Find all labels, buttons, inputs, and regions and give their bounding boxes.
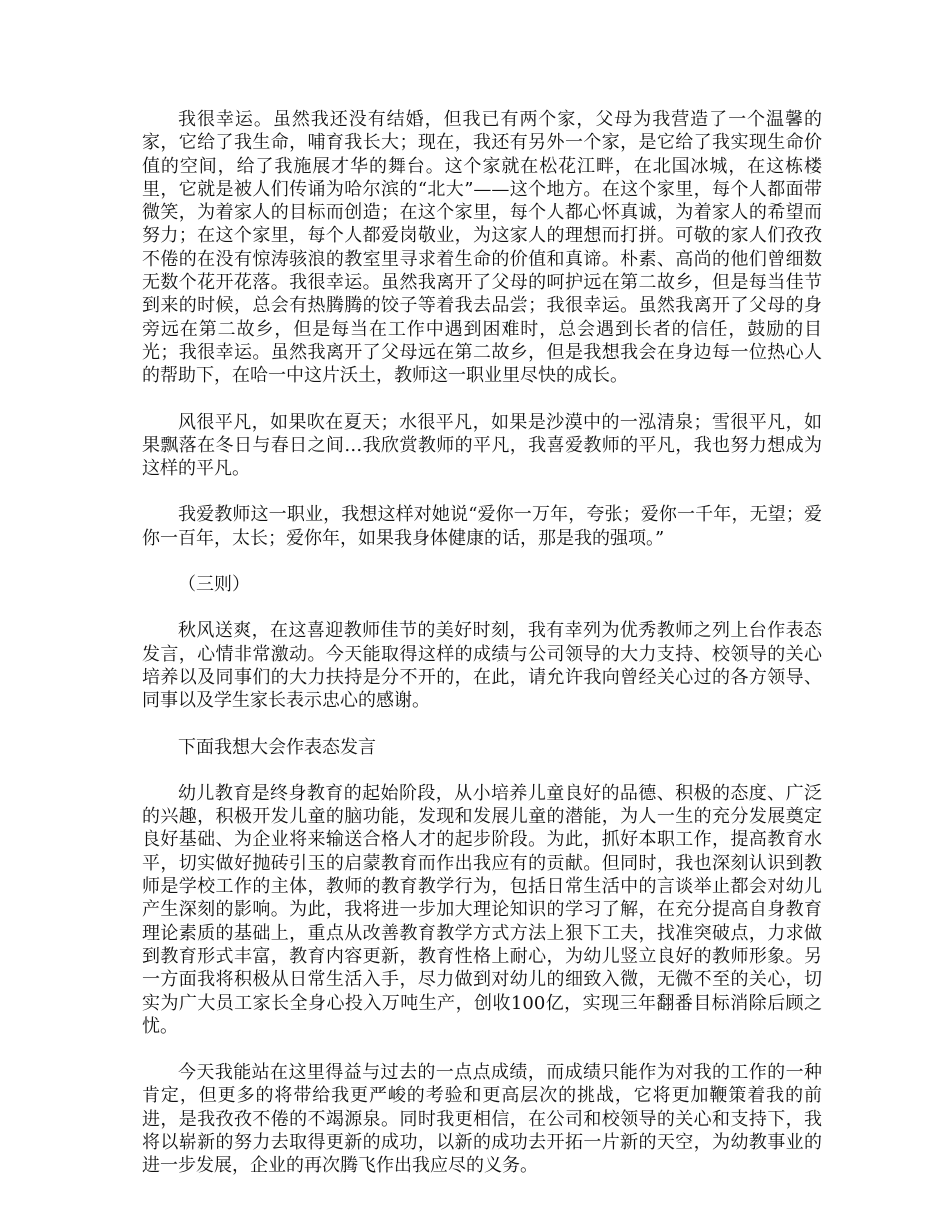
paragraph-statement-intro: 下面我想大会作表态发言 xyxy=(178,736,376,758)
paragraph-love-teaching: 我爱教师这一职业，我想这样对她说“爱你一万年，夸张；爱你一千年，无望；爱你一百年，太长；爱你年，如果我身体健康的话，那是我的强项。” xyxy=(142,504,822,549)
paragraph-closing: 今天我能站在这里得益与过去的一点点成绩，而成绩只能作为对我的工作的一种肯定，但更多的将带给我更严峻的考验和更高层次的挑战，它将更加鞭策着我的前进，是我孜孜不倦的不竭源泉。同时我更相信，在公司和校领导的关心和支持下，我将以崭新的努力去取得更新的成功，以新的成功去开拓一片新的天空，为幼教事业的进一步发展，企业的再次腾飞作出我应尽的义务。 xyxy=(142,1062,822,1177)
section-marker: （三则） xyxy=(178,574,250,596)
paragraph-ordinary: 风很平凡，如果吹在夏天；水很平凡，如果是沙漠中的一泓清泉；雪很平凡，如果飘落在冬日与春日之间…我欣赏教师的平凡，我喜爱教师的平凡，我也努力想成为这样的平凡。 xyxy=(142,411,822,480)
paragraph-lucky: 我很幸运。虽然我还没有结婚，但我已有两个家，父母为我营造了一个温馨的家，它给了我生命，哺育我长大；现在，我还有另外一个家，是它给了我实现生命价值的空间，给了我施展才华的舞台。这个家就在松花江畔，在北国冰城，在这栋楼里，它就是被人们传诵为哈尔滨的“北大”——这个地方。在这个家里，每个人都面带微笑，为着家人的目标而创造；在这个家里，每个人都心怀真诚，为着家人的希望而努力；在这个家里，每个人都爱岗敬业，为这家人的理想而打拼。可敬的家人们孜孜不倦的在没有惊涛骇浪的教室里寻求着生命的价值和真谛。朴素、高尚的他们曾细数无数个花开花落。我很幸运。虽然我离开了父母的呵护远在第二故乡，但是每当佳节到来的时候，总会有热腾腾的饺子等着我去品尝；我很幸运。虽然我离开了父母的身旁远在第二故乡，但是每当在工作中遇到困难时，总会遇到长者的信任，鼓励的目光；我很幸运。虽然我离开了父母远在第二故乡，但是我想我会在身边每一位热心人的帮助下，在哈一中这片沃土，教师这一职业里尽快的成长。 xyxy=(142,109,822,387)
document-page xyxy=(142,108,822,1201)
paragraph-autumn: 秋风送爽，在这喜迎教师佳节的美好时刻，我有幸列为优秀教师之列上台作表态发言，心情非常激动。今天能取得这样的成绩与公司领导的大力支持、校领导的关心培养以及同事们的大力扶持是分不开的，在此，请允许我向曾经关心过的各方领导、同事以及学生家长表示忠心的感谢。 xyxy=(142,620,822,712)
paragraph-early-education: 幼儿教育是终身教育的起始阶段，从小培养儿童良好的品德、积极的态度、广泛的兴趣，积极开发儿童的脑功能，发现和发展儿童的潜能，为人一生的充分发展奠定良好基础、为企业将来输送合格人才的起步阶段。为此，抓好本职工作，提高教育水平，切实做好抛砖引玉的启蒙教育而作出我应有的贡献。但同时，我也深刻认识到教师是学校工作的主体，教师的教育教学行为，包括日常生活中的言谈举止都会对幼儿产生深刻的影响。为此，我将进一步加大理论知识的学习了解，在充分提高自身教育理论素质的基础上，重点从改善教育教学方式方法上狠下工夫，找准突破点，力求做到教育形式丰富，教育内容更新，教育性格上耐心，为幼儿竖立良好的教师形象。另一方面我将积极从日常生活入手，尽力做到对幼儿的细致入微，无微不至的关心，切实为广大员工家长全身心投入万吨生产，创收100亿，实现三年翻番目标消除后顾之忧。 xyxy=(142,782,822,1037)
